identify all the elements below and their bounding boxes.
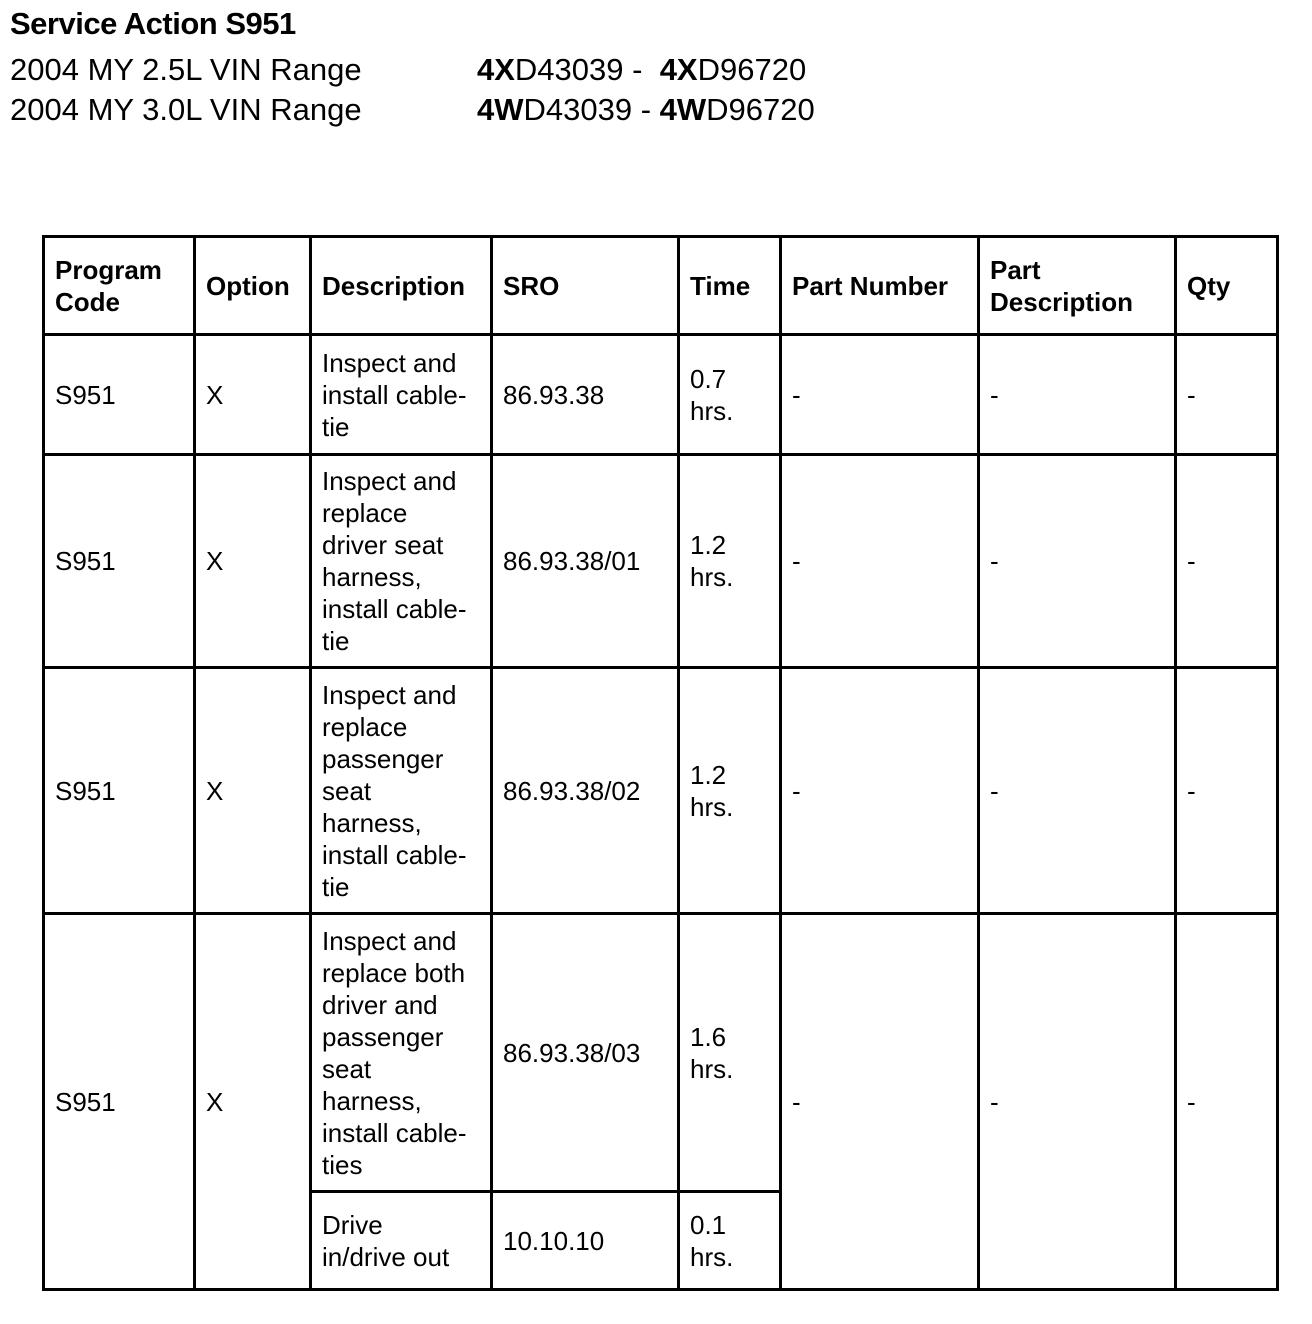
cell-time: 0.7 hrs.: [679, 335, 781, 455]
cell-sro: 86.93.38: [492, 335, 679, 455]
cell-part-description: -: [979, 335, 1176, 455]
vin-range-label: 2004 MY 3.0L VIN Range: [10, 92, 362, 127]
cell-part-description: -: [979, 668, 1176, 914]
cell-time: 1.2 hrs.: [679, 455, 781, 668]
table-row: [44, 455, 1278, 668]
cell-sro: 86.93.38/02: [492, 668, 679, 914]
page-title: Service Action S951: [10, 6, 296, 41]
vin-range-line: [10, 52, 806, 88]
cell-option: X: [195, 335, 311, 455]
header-part-description: Part Description: [979, 237, 1176, 335]
table-row: [44, 335, 1278, 455]
cell-program-code: S951: [44, 455, 195, 668]
cell-part-number: -: [781, 335, 979, 455]
vin-end-rest: D96720: [706, 92, 815, 127]
vin-end-prefix: 4X: [659, 52, 698, 87]
vin-end-prefix: 4W: [659, 92, 707, 127]
cell-qty: -: [1176, 668, 1278, 914]
cell-qty: -: [1176, 455, 1278, 668]
cell-time: 1.2 hrs.: [679, 668, 781, 914]
cell-part-description: -: [979, 914, 1176, 1290]
cell-sro: 86.93.38/01: [492, 455, 679, 668]
cell-program-code: S951: [44, 914, 195, 1290]
vin-start-prefix: 4W: [477, 92, 524, 127]
vin-start-rest: D43039 -: [523, 92, 652, 127]
vin-end-rest: D96720: [697, 52, 807, 87]
header-program-code: Program Code: [44, 237, 195, 335]
cell-description: Inspect and replace passenger seat harness, install cable- tie: [311, 668, 492, 914]
table-row: [44, 668, 1278, 914]
table-row: [44, 914, 1278, 1192]
cell-part-number: -: [781, 668, 979, 914]
cell-sro: 86.93.38/03: [492, 914, 679, 1192]
cell-program-code: S951: [44, 335, 195, 455]
header-sro: SRO: [492, 237, 679, 335]
vin-range-label: 2004 MY 2.5L VIN Range: [10, 52, 362, 87]
cell-option: X: [195, 668, 311, 914]
header-time: Time: [679, 237, 781, 335]
cell-time: 1.6 hrs.: [679, 914, 781, 1192]
header-qty: Qty: [1176, 237, 1278, 335]
header-option: Option: [195, 237, 311, 335]
service-action-table: [42, 235, 1279, 1291]
cell-sro: 10.10.10: [492, 1192, 679, 1290]
cell-part-description: -: [979, 455, 1176, 668]
cell-description: Inspect and replace both driver and passenger seat harness, install cable- ties: [311, 914, 492, 1192]
cell-option: X: [195, 914, 311, 1290]
cell-qty: -: [1176, 335, 1278, 455]
cell-time: 0.1 hrs.: [679, 1192, 781, 1290]
vin-start-rest: D43039 -: [514, 52, 643, 87]
cell-option: X: [195, 455, 311, 668]
cell-description: Drive in/drive out: [311, 1192, 492, 1290]
table-header-row: [44, 237, 1278, 335]
header-description: Description: [311, 237, 492, 335]
header-part-number: Part Number: [781, 237, 979, 335]
cell-qty: -: [1176, 914, 1278, 1290]
vin-range-line: [10, 92, 815, 128]
cell-description: Inspect and install cable- tie: [311, 335, 492, 455]
cell-program-code: S951: [44, 668, 195, 914]
cell-description: Inspect and replace driver seat harness, install cable- tie: [311, 455, 492, 668]
cell-part-number: -: [781, 455, 979, 668]
cell-part-number: -: [781, 914, 979, 1290]
vin-start-prefix: 4X: [477, 52, 515, 87]
